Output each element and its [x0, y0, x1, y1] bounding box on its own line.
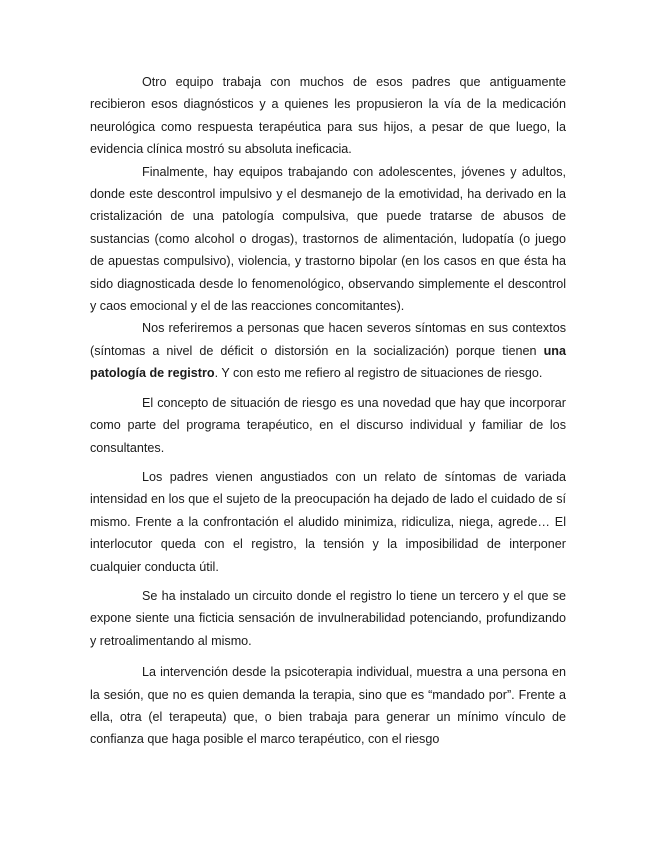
paragraph-1: Otro equipo trabaja con muchos de esos padres que antiguamente recibieron esos diagnósticos y a quienes les propusieron la vía de la medicación neurológica como respuesta terapéutica para sus hijos, a pesar de que luego, la evidencia clínica mostró su absoluta ineficacia.: [90, 75, 566, 157]
paragraph-3-bold-phrase: una patología de registro: [90, 343, 566, 381]
paragraph-2: Finalmente, hay equipos trabajando con adolescentes, jóvenes y adultos, donde este descontrol impulsivo y el desmanejo de la emotividad, ha derivado en la cristalización de una patología compulsiva, que puede tratarse de abusos de sustancias (como alcohol o drogas), trastornos de alimentación, ludopatía (o juego de apuestas compulsivo), violencia, y trastorno bipolar (en los casos en que ésta ha sido diagnosticada desde lo fenomenológico, observando simplemente el descontrol y caos emocional y el de las reacciones concomitantes).: [90, 164, 566, 314]
paragraph-7: La intervención desde la psicoterapia individual, muestra a una persona en la sesión, que no es quien demanda la terapia, sino que es “mandado por”. Frente a ella, otra (el terapeuta) que, o bien trabaja para generar un mínimo vínculo de confianza que haga posible el marco terapéutico, con el riesgo: [90, 665, 566, 747]
document-body: [90, 71, 566, 751]
paragraph-3: [90, 317, 566, 384]
paragraph-5: Los padres vienen angustiados con un relato de síntomas de variada intensidad en los que el sujeto de la preocupación ha dejado de lado el cuidado de sí mismo. Frente a la confrontación el aludido minimiza, ridiculiza, niega, agrede… El interlocutor queda con el registro, la tensión y la imposibilidad de interponer cualquier conducta útil.: [90, 469, 566, 574]
paragraph-4: El concepto de situación de riesgo es una novedad que hay que incorporar como parte del programa terapéutico, en el discurso individual y familiar de los consultantes.: [90, 395, 566, 455]
paragraph-3-text-after: . Y con esto me refiero al registro de situaciones de riesgo.: [214, 366, 543, 381]
paragraph-6: Se ha instalado un circuito donde el registro lo tiene un tercero y el que se expone siente una ficticia sensación de invulnerabilidad potenciando, profundizando y retroalimentando al mismo.: [90, 588, 566, 648]
paragraph-3-text-before: Nos referiremos a personas que hacen severos síntomas en sus contextos (síntomas a nivel de déficit o distorsión en la socialización) porque tienen: [90, 321, 566, 358]
